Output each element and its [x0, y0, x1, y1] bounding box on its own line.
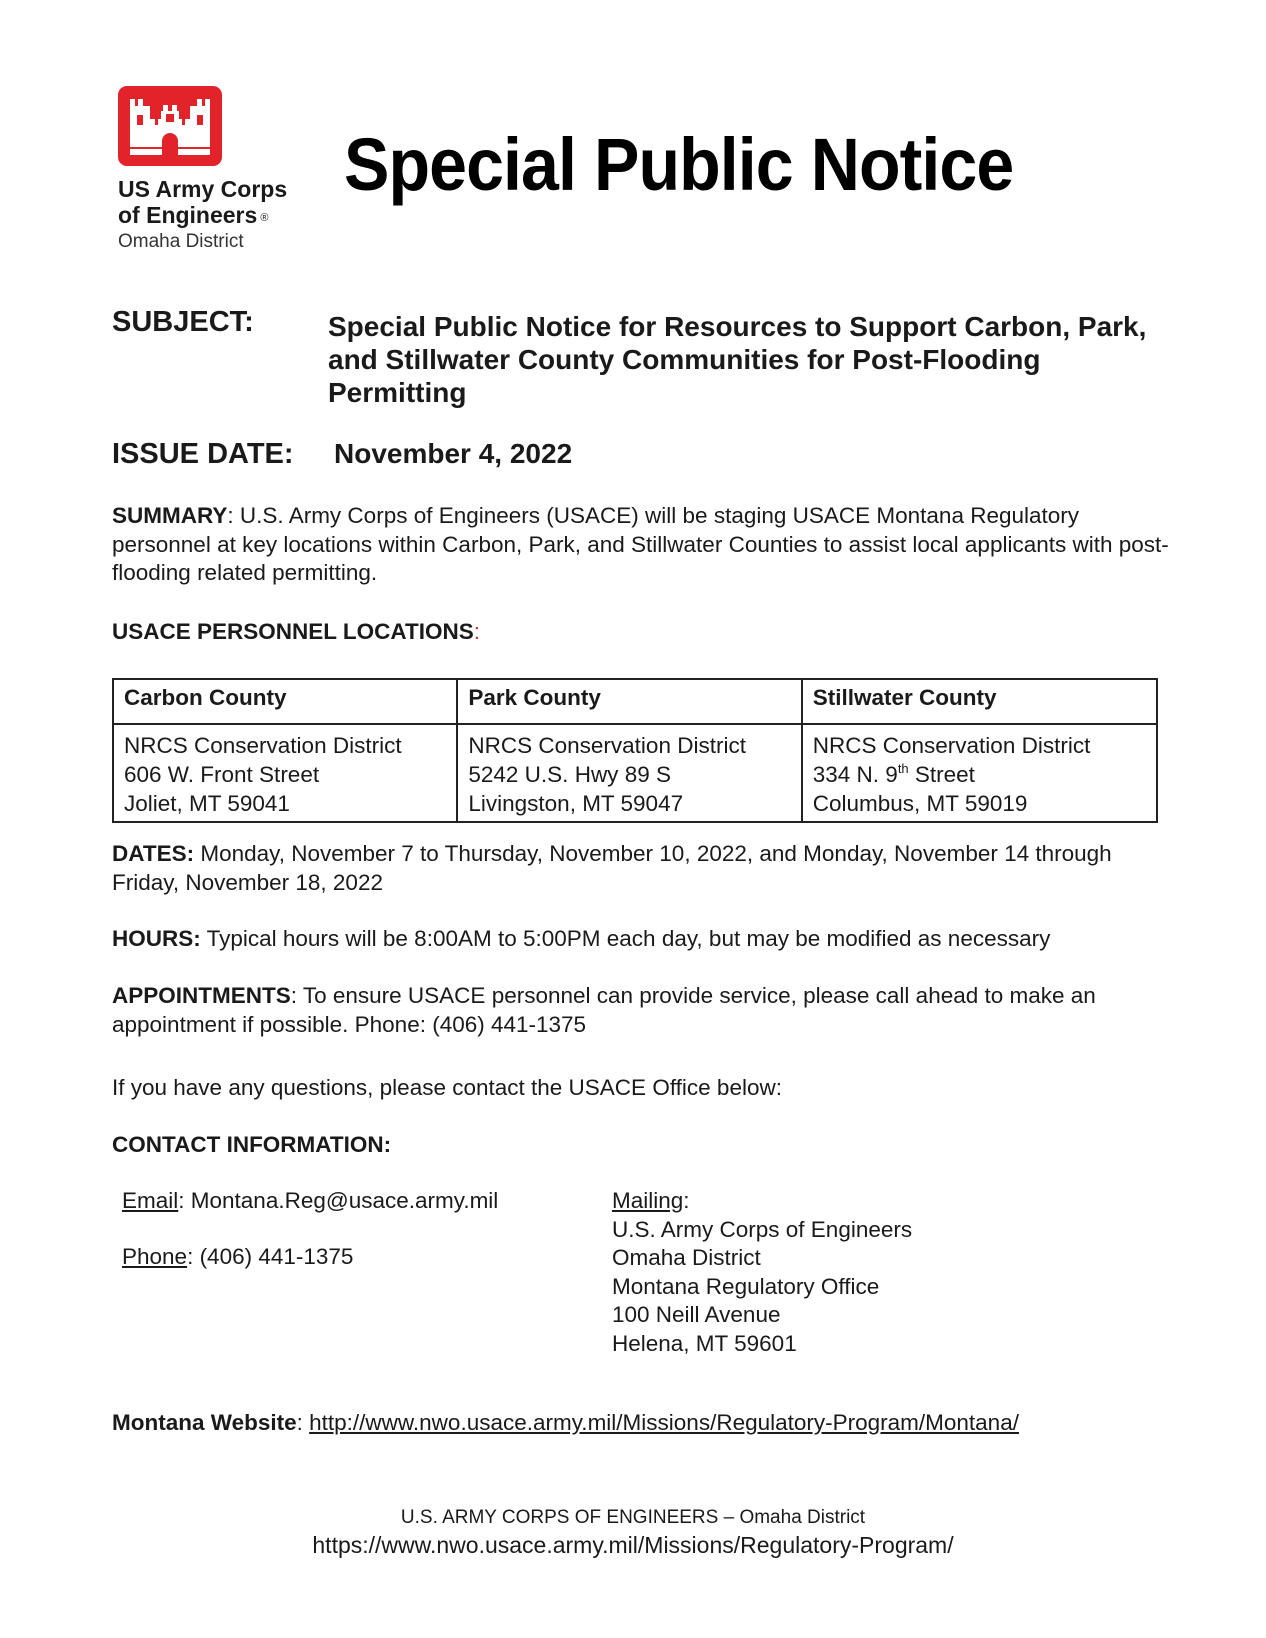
website-link[interactable]: http://www.nwo.usace.army.mil/Missions/Regulatory-Program/Montana/ — [309, 1410, 1019, 1435]
hours-paragraph: HOURS: Typical hours will be 8:00AM to 5:00PM each day, but may be modified as necessary — [112, 926, 1051, 951]
summary-label: SUMMARY — [112, 503, 228, 528]
footer-org: U.S. ARMY CORPS OF ENGINEERS – Omaha District — [400, 1507, 866, 1528]
page-title: Special Public Notice — [344, 123, 1014, 206]
mailing-line: 100 Neill Avenue — [612, 1302, 781, 1327]
subject-text: Special Public Notice for Resources to Support Carbon, Park, and Stillwater County Communities for Post-Flooding Permitting — [328, 311, 1147, 408]
column-header-stillwater: Stillwater County — [802, 679, 1157, 724]
mailing-address: Mailing: U.S. Army Corps of Engineers Omaha District Montana Regulatory Office 100 Neill Avenue Helena, MT 59601 — [612, 1187, 1132, 1358]
org-name-line2: of Engineers ® — [118, 202, 269, 228]
district-name: Omaha District — [118, 231, 244, 252]
stillwater-address-cell: NRCS Conservation District 334 N. 9th Street Columbus, MT 59019 — [802, 724, 1157, 822]
issue-date-value: November 4, 2022 — [334, 438, 573, 469]
appointments-label: APPOINTMENTS — [112, 983, 291, 1008]
park-address-cell: NRCS Conservation District 5242 U.S. Hwy 89 S Livingston, MT 59047 — [457, 724, 801, 822]
column-header-park: Park County — [457, 679, 801, 724]
summary-text: : U.S. Army Corps of Engineers (USACE) will be staging USACE Montana Regulatory personnel at key locations within Carbon, Park, and Stillwater Counties to assist local applicants with post-flooding related permitting. — [112, 503, 1169, 585]
email-value[interactable]: : Montana.Reg@usace.army.mil — [178, 1188, 499, 1213]
locations-heading: USACE PERSONNEL LOCATIONS: — [112, 619, 480, 644]
carbon-address-cell: NRCS Conservation District 606 W. Front Street Joliet, MT 59041 — [113, 724, 457, 822]
registered-mark: ® — [260, 212, 269, 224]
summary-paragraph — [112, 502, 1172, 588]
hours-label: HOURS: — [112, 926, 201, 951]
mailing-line: Omaha District — [612, 1245, 761, 1270]
issue-date-label: ISSUE DATE: — [112, 438, 294, 470]
mailing-line: U.S. Army Corps of Engineers — [612, 1216, 913, 1242]
montana-website: Montana Website: http://www.nwo.usace.army.mil/Missions/Regulatory-Program/Montana/ — [112, 1410, 1019, 1435]
phone-value[interactable]: : (406) 441-1375 — [187, 1244, 354, 1269]
footer-url[interactable]: https://www.nwo.usace.army.mil/Missions/Regulatory-Program/ — [312, 1532, 954, 1558]
mailing-line: Helena, MT 59601 — [612, 1330, 797, 1356]
org-name-line1: US Army Corps — [118, 176, 288, 202]
dates-label: DATES: — [112, 841, 195, 866]
contact-phone — [122, 1243, 562, 1272]
questions-text: If you have any questions, please contact the USACE Office below: — [112, 1075, 782, 1100]
column-header-carbon: Carbon County — [113, 679, 457, 724]
table-header-row — [113, 679, 1157, 724]
mailing-line: Montana Regulatory Office — [612, 1273, 880, 1299]
table-row — [113, 724, 1157, 822]
usace-logo — [118, 86, 222, 166]
contact-heading: CONTACT INFORMATION: — [112, 1132, 392, 1157]
subject-label: SUBJECT: — [112, 306, 254, 338]
website-label: Montana Website — [112, 1410, 297, 1435]
mailing-label: Mailing — [612, 1188, 684, 1213]
phone-label: Phone — [122, 1244, 188, 1269]
email-label: Email — [122, 1188, 179, 1213]
castle-icon — [118, 86, 222, 166]
dates-paragraph: DATES: Monday, November 7 to Thursday, November 10, 2022, and Monday, November 14 through Friday, November 18, 2022 — [112, 841, 1112, 895]
locations-table — [112, 678, 1158, 823]
appointments-paragraph: APPOINTMENTS: To ensure USACE personnel can provide service, please call ahead to make an appointment if possible. Phone: (406) 441-1375 — [112, 983, 1096, 1037]
contact-email — [122, 1187, 562, 1216]
